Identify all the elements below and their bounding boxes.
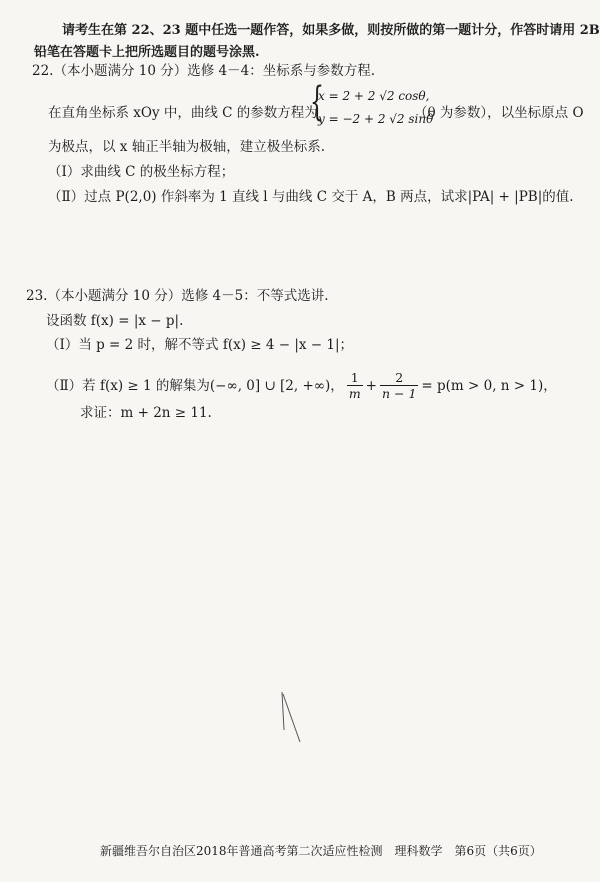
q23-part-2-before: （Ⅱ）若 f(x) ≥ 1 的解集为(−∞, 0] ∪ [2, +∞)， <box>46 377 344 394</box>
q23-part-1: （Ⅰ）当 p = 2 时，解不等式 f(x) ≥ 4 − |x − 1|； <box>46 337 354 353</box>
q22-part-2: （Ⅱ）过点 P(2,0) 作斜率为 1 直线 l 与曲线 C 交于 A，B 两点，试求|PA| + |PB|的值. <box>48 189 574 205</box>
q22-intro-before: 在直角坐标系 xOy 中，曲线 C 的参数方程为 <box>48 105 318 121</box>
fraction-1-denominator: m <box>348 386 361 401</box>
q23-definition: 设函数 f(x) = |x − p|. <box>46 313 184 329</box>
q22-equation-x: x = 2 + 2 √2 cosθ, <box>318 89 430 103</box>
instructions-line-2: 铅笔在答题卡上把所选题目的题号涂黑. <box>34 45 260 60</box>
q22-equation-y: y = −2 + 2 √2 sinθ <box>318 112 434 126</box>
plus-sign: + <box>365 377 377 394</box>
q22-header: 22.（本小题满分 10 分）选修 4－4：坐标系与参数方程. <box>32 63 375 79</box>
q23-part-2 <box>46 370 557 401</box>
fraction-1-numerator: 1 <box>347 370 363 386</box>
system-brace: { <box>310 79 324 125</box>
q22-line-2: 为极点，以 x 轴正半轴为极轴，建立极坐标系. <box>48 139 325 155</box>
page-footer: 新疆维吾尔自治区2018年普通高考第二次适应性检测 理科数学 第6页（共6页） <box>100 844 542 858</box>
fraction-2-denominator: n − 1 <box>381 386 417 401</box>
pen-mark <box>278 690 308 750</box>
instructions-line-1: 请考生在第 22、23 题中任选一题作答，如果多做，则按所做的第一题计分，作答时请用 2B <box>62 23 600 38</box>
fraction-2-numerator: 2 <box>380 370 418 386</box>
q23-prove: 求证：m + 2n ≥ 11. <box>80 405 212 421</box>
q22-intro-after: （θ 为参数），以坐标原点 O <box>414 105 584 121</box>
fraction-1-over-m <box>347 370 363 401</box>
q22-part-1: （Ⅰ）求曲线 C 的极坐标方程； <box>48 164 235 180</box>
q23-header: 23.（本小题满分 10 分）选修 4－5：不等式选讲. <box>26 288 329 304</box>
fraction-2-over-n-minus-1 <box>380 370 418 401</box>
q23-part-2-after: = p(m > 0, n > 1)， <box>421 377 557 394</box>
